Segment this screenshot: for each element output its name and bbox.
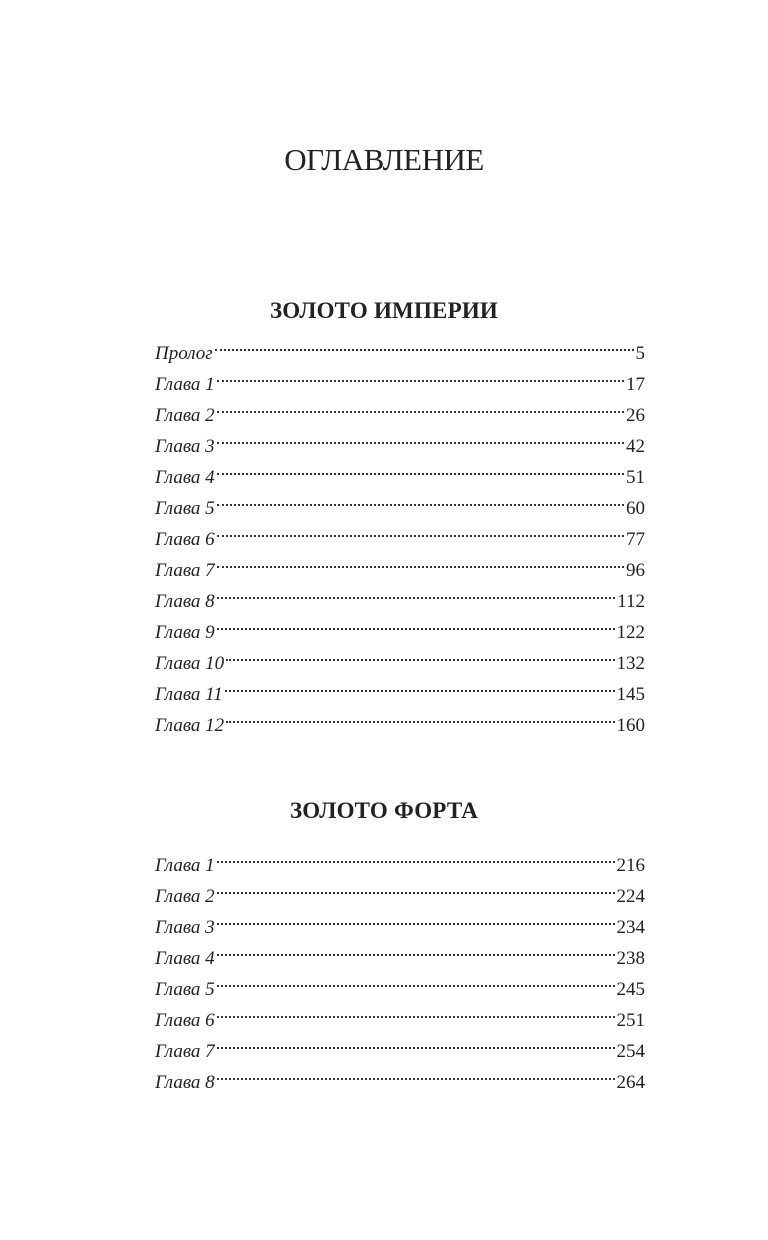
toc-entry-page-number: 51 [626, 467, 645, 488]
toc-entry-page-number: 60 [626, 498, 645, 519]
dot-leader [217, 359, 624, 390]
toc-entry-page-number: 122 [616, 622, 645, 643]
toc-entry[interactable] [155, 871, 645, 907]
dot-leader [217, 483, 624, 514]
toc-entry-page-number: 112 [617, 591, 645, 612]
toc-entry-label: Глава 8 [155, 591, 215, 612]
toc-entry[interactable] [155, 514, 645, 550]
dot-leader [217, 545, 624, 576]
dot-leader [217, 871, 615, 902]
toc-entry-label: Глава 2 [155, 405, 215, 426]
dot-leader [217, 840, 615, 871]
toc-entry-page-number: 5 [635, 343, 645, 364]
toc-entry-page-number: 234 [616, 917, 645, 938]
toc-entry[interactable] [155, 700, 645, 736]
toc-entry-page-number: 17 [626, 374, 645, 395]
toc-entry-label: Глава 9 [155, 622, 215, 643]
toc-entry-label: Глава 3 [155, 917, 215, 938]
dot-leader [217, 964, 615, 995]
toc-entry-page-number: 224 [616, 886, 645, 907]
toc-entry-page-number: 145 [616, 684, 645, 705]
toc-entry[interactable] [155, 964, 645, 1000]
toc-entry-label: Глава 12 [155, 715, 225, 736]
toc-list-zoloto-forta [155, 840, 645, 1093]
toc-entry-label: Глава 4 [155, 467, 215, 488]
toc-entry-label: Глава 3 [155, 436, 215, 457]
toc-entry[interactable] [155, 933, 645, 969]
dot-leader [215, 328, 634, 359]
toc-entry-page-number: 160 [616, 715, 645, 736]
toc-entry-label: Глава 5 [155, 979, 215, 1000]
toc-entry-page-number: 42 [626, 436, 645, 457]
toc-entry[interactable] [155, 390, 645, 426]
section-heading-zoloto-imperii: ЗОЛОТО ИМПЕРИИ [269, 298, 499, 323]
toc-entry[interactable] [155, 669, 645, 705]
toc-entry-label: Глава 6 [155, 529, 215, 550]
toc-entry[interactable] [155, 545, 645, 581]
toc-entry[interactable] [155, 638, 645, 674]
toc-entry-page-number: 26 [626, 405, 645, 426]
dot-leader [226, 638, 614, 669]
toc-entry[interactable] [155, 359, 645, 395]
toc-entry-label: Глава 1 [155, 374, 215, 395]
toc-entry-label: Глава 11 [155, 684, 223, 705]
dot-leader [226, 700, 614, 731]
dot-leader [217, 421, 624, 452]
dot-leader [225, 669, 615, 700]
toc-entry[interactable] [155, 483, 645, 519]
dot-leader [217, 452, 624, 483]
toc-entry-page-number: 96 [626, 560, 645, 581]
toc-entry-page-number: 216 [616, 855, 645, 876]
toc-entry-label: Пролог [155, 343, 213, 364]
toc-entry[interactable] [155, 607, 645, 643]
dot-leader [217, 933, 615, 964]
dot-leader [217, 607, 615, 638]
dot-leader [217, 390, 624, 421]
dot-leader [217, 1026, 615, 1057]
toc-entry-label: Глава 8 [155, 1072, 215, 1093]
toc-entry-label: Глава 7 [155, 1041, 215, 1062]
toc-list-zoloto-imperii [155, 328, 645, 736]
toc-entry[interactable] [155, 1026, 645, 1062]
dot-leader [217, 576, 616, 607]
dot-leader [217, 514, 624, 545]
toc-entry-label: Глава 10 [155, 653, 225, 674]
toc-entry-page-number: 264 [616, 1072, 645, 1093]
toc-entry-label: Глава 5 [155, 498, 215, 519]
toc-entry-label: Глава 6 [155, 1010, 215, 1031]
toc-entry[interactable] [155, 1057, 645, 1093]
dot-leader [217, 902, 615, 933]
dot-leader [217, 1057, 615, 1088]
toc-entry[interactable] [155, 421, 645, 457]
section-heading-zoloto-forta: ЗОЛОТО ФОРТА [289, 798, 479, 823]
toc-entry[interactable] [155, 452, 645, 488]
toc-entry[interactable] [155, 576, 645, 612]
toc-entry[interactable] [155, 840, 645, 876]
toc-entry-page-number: 238 [616, 948, 645, 969]
toc-entry-page-number: 245 [616, 979, 645, 1000]
dot-leader [217, 995, 615, 1026]
toc-entry[interactable] [155, 902, 645, 938]
toc-entry-page-number: 251 [616, 1010, 645, 1031]
page-title: ОГЛАВЛЕНИЕ [284, 142, 484, 177]
toc-entry-label: Глава 4 [155, 948, 215, 969]
toc-entry-page-number: 254 [616, 1041, 645, 1062]
toc-entry-label: Глава 1 [155, 855, 215, 876]
toc-entry-label: Глава 2 [155, 886, 215, 907]
toc-entry[interactable] [155, 328, 645, 364]
toc-entry-label: Глава 7 [155, 560, 215, 581]
toc-entry-page-number: 77 [626, 529, 645, 550]
toc-entry-page-number: 132 [616, 653, 645, 674]
toc-entry[interactable] [155, 995, 645, 1031]
